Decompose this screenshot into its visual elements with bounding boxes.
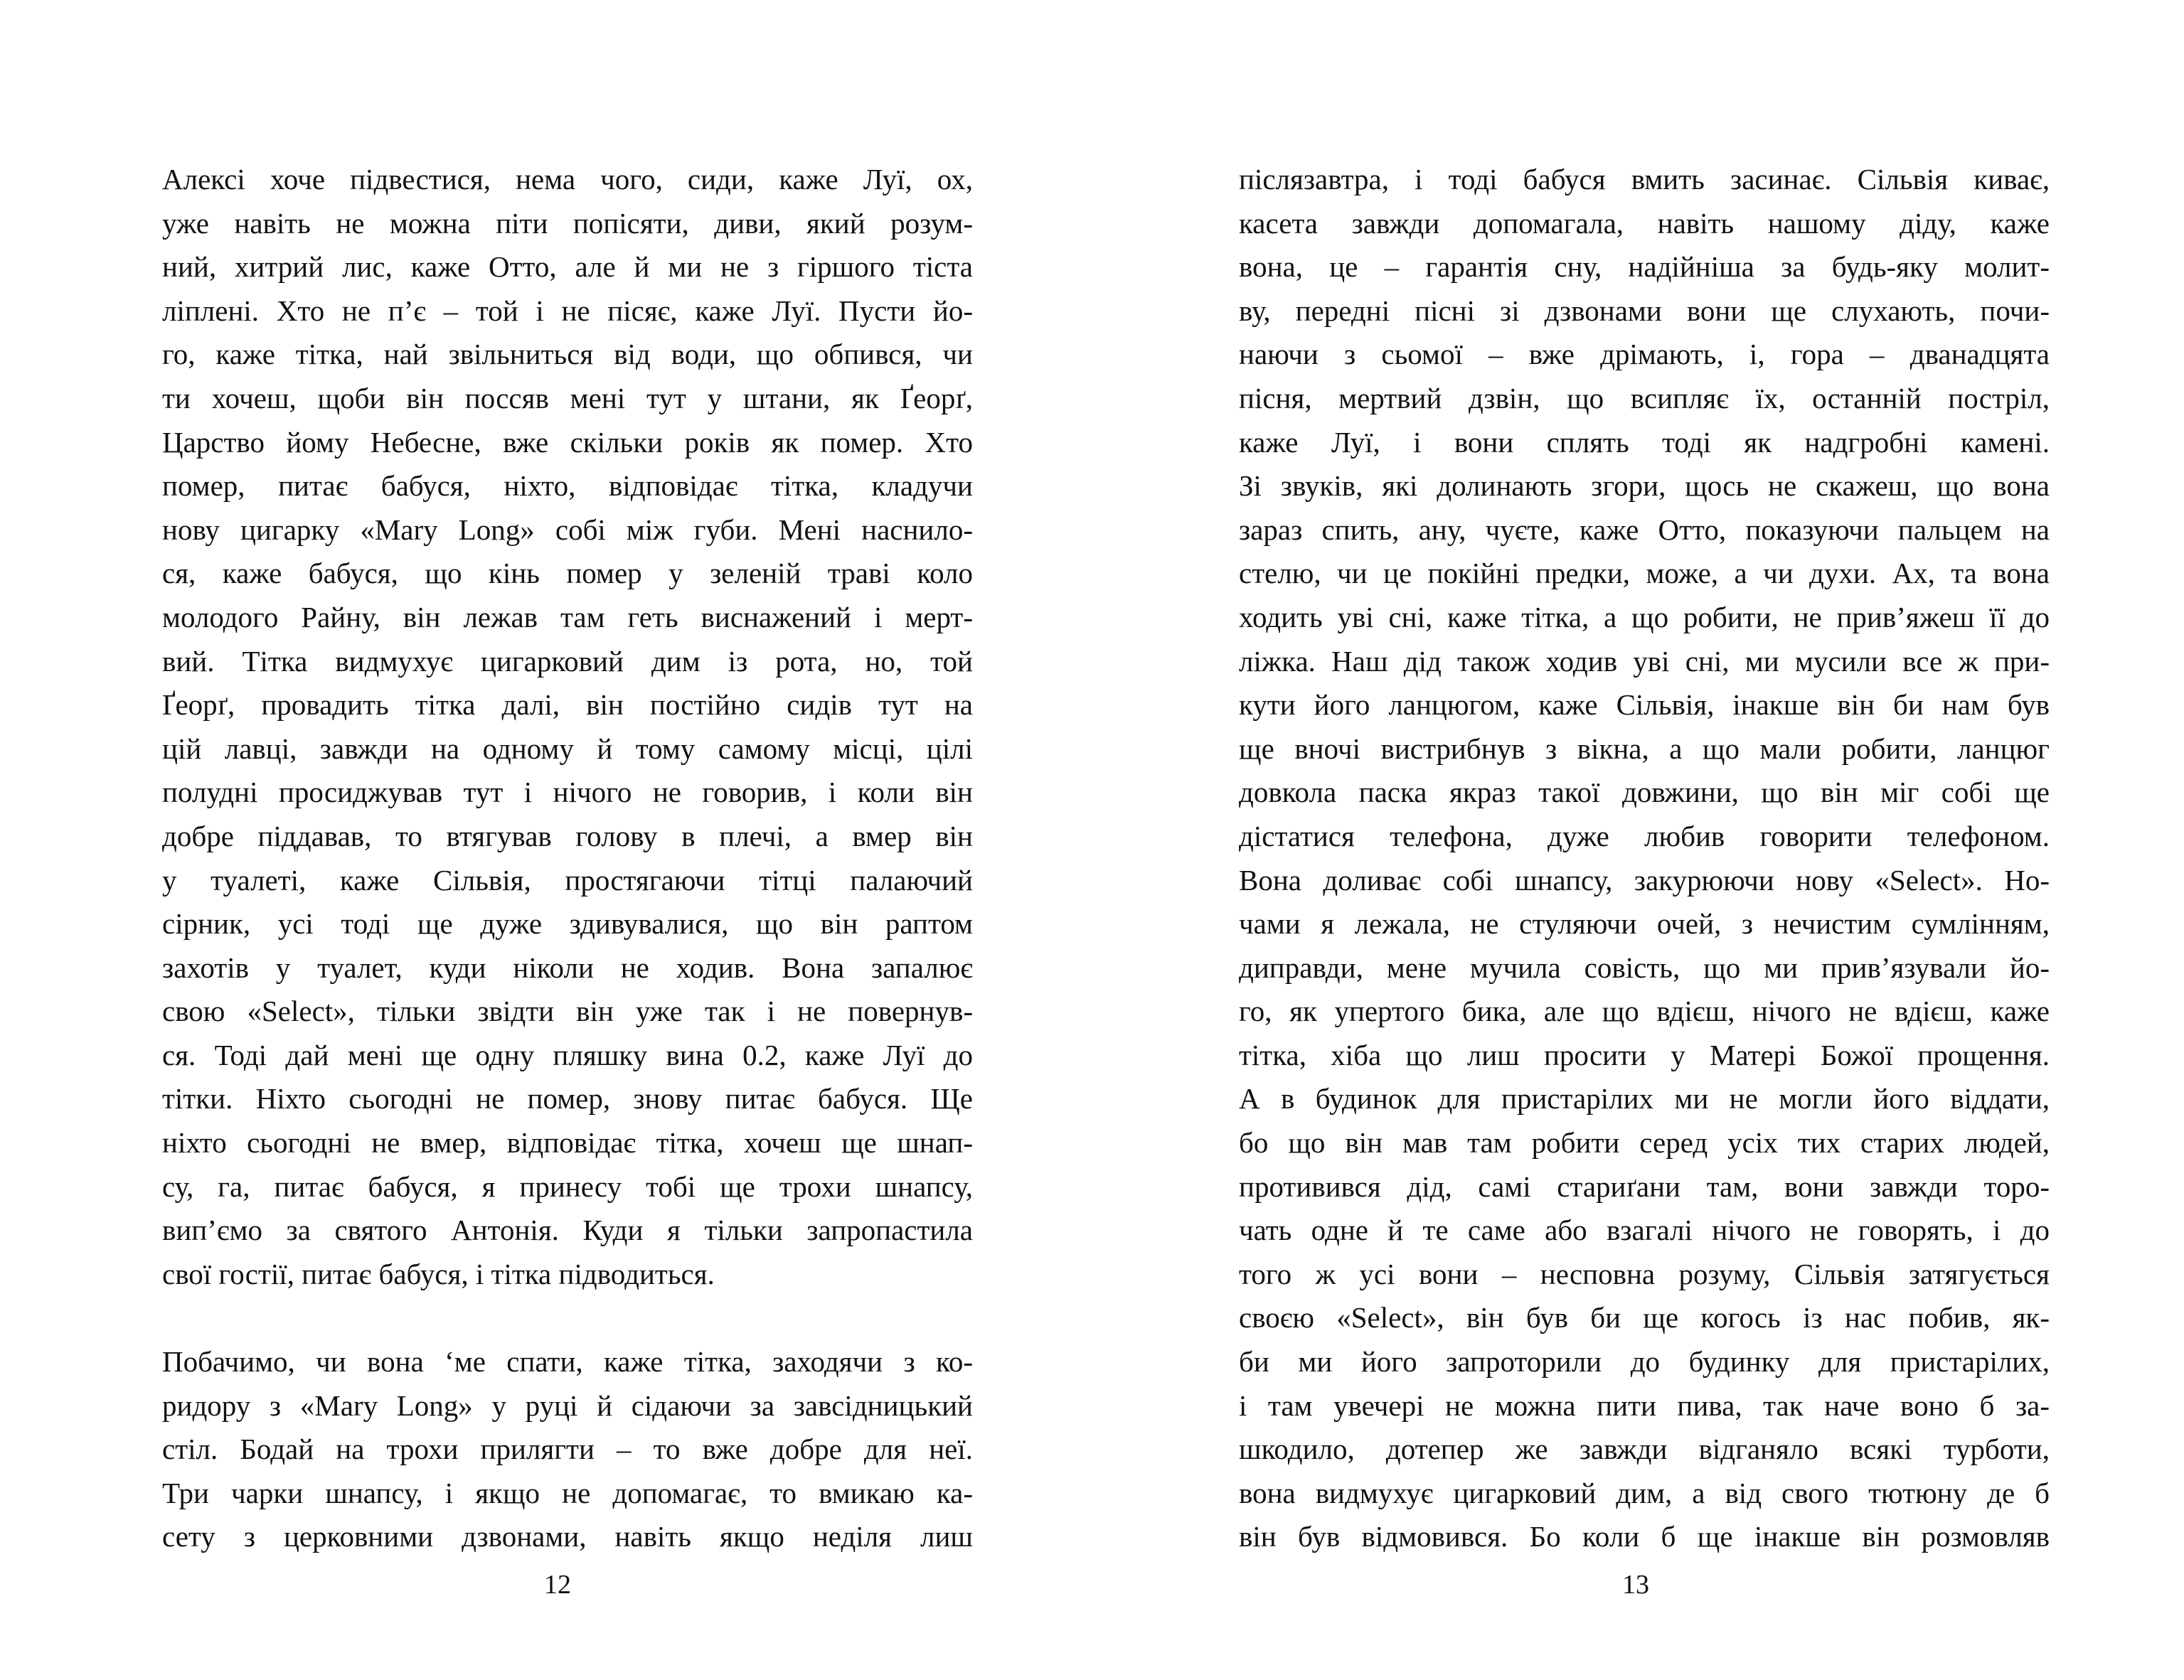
text-line: чами я лежала, не стуляючи очей, з нечистим сумлінням, xyxy=(1239,907,2050,941)
text-line: диправди, мене мучила совість, що ми прив’язували йо- xyxy=(1239,951,2050,984)
text-line: Побачимо, чи вона ‘ме спати, каже тітка, заходячи з ко- xyxy=(162,1345,973,1379)
text-line: сірник, усі тоді ще дуже здивувалися, що він раптом xyxy=(162,907,973,941)
text-line: би ми його запроторили до будинку для пристарілих, xyxy=(1239,1345,2050,1379)
text-line: уже навіть не можна піти попісяти, диви, який розум- xyxy=(162,206,973,240)
text-line: свою «Select», тільки звідти він уже так і не повернув- xyxy=(162,995,973,1028)
right-page xyxy=(1092,0,2184,1680)
text-line: тітки. Ніхто сьогодні не помер, знову питає бабуся. Ще xyxy=(162,1082,973,1115)
page-number-right: 13 xyxy=(1622,1570,1649,1600)
text-line: противився дід, самі стариґани там, вони завжди торо- xyxy=(1239,1170,2050,1203)
text-line: го, як упертого бика, але що вдієш, нічого не вдієш, каже xyxy=(1239,995,2050,1028)
text-line: ся. Тоді дай мені ще одну пляшку вина 0.2, каже Луї до xyxy=(162,1038,973,1071)
text-line: цій лавці, завжди на одному й тому самому місці, цілі xyxy=(162,732,973,765)
text-line: помер, питає бабуся, ніхто, відповідає тітка, кладучи xyxy=(162,469,973,503)
text-line: наючи з сьомої – вже дрімають, і, гора – дванадцята xyxy=(1239,338,2050,371)
text-line: ти хочеш, щоби він поссяв мені тут у штани, як Ґеорґ, xyxy=(162,381,973,414)
text-line: ліплені. Хто не п’є – той і не пісяє, каже Луї. Пусти йо- xyxy=(162,294,973,327)
paragraph-gap xyxy=(162,1296,973,1340)
text-line: полудні просиджував тут і нічого не говорив, і коли він xyxy=(162,776,973,809)
text-line: Царство йому Небесне, вже скільки років як помер. Хто xyxy=(162,425,973,459)
text-line: пісня, мертвий дзвін, що всипляє їх, останній постріл, xyxy=(1239,381,2050,414)
text-line: вона, це – гарантія сну, надійніша за будь-яку молит- xyxy=(1239,250,2050,284)
text-line: го, каже тітка, най звільниться від води, що обпився, чи xyxy=(162,338,973,371)
right-page-text xyxy=(1239,158,2050,1559)
text-line: Алексі хоче підвестися, нема чого, сиди, каже Луї, ох, xyxy=(162,163,973,196)
text-line: су, га, питає бабуся, я принесу тобі ще трохи шнапсу, xyxy=(162,1170,973,1203)
text-line: А в будинок для пристарілих ми не могли його віддати, xyxy=(1239,1082,2050,1115)
text-line: вип’ємо за святого Антонія. Куди я тільки запропастила xyxy=(162,1214,973,1247)
text-line: ся, каже бабуся, що кінь помер у зеленій траві коло xyxy=(162,557,973,590)
text-line: касета завжди допомагала, навіть нашому діду, каже xyxy=(1239,206,2050,240)
page-number-left: 12 xyxy=(544,1570,571,1600)
text-line: каже Луї, і вони сплять тоді як надгробні камені. xyxy=(1239,425,2050,459)
text-line: стелю, чи це покійні предки, може, а чи духи. Ах, та вона xyxy=(1239,557,2050,590)
text-line: Ґеорґ, провадить тітка далі, він постійно сидів тут на xyxy=(162,688,973,722)
text-line: зараз спить, ану, чуєте, каже Отто, показуючи пальцем на xyxy=(1239,513,2050,546)
text-line: ще вночі вистрибнув з вікна, а що мали робити, ланцюг xyxy=(1239,732,2050,765)
text-line: нову цигарку «Mary Long» собі між губи. Мені наснило- xyxy=(162,513,973,546)
text-line: довкола паска якраз такої довжини, що він міг собі ще xyxy=(1239,776,2050,809)
text-line: ний, хитрий лис, каже Отто, але й ми не з гіршого тіста xyxy=(162,250,973,284)
text-line: молодого Райну, він лежав там геть виснажений і мерт- xyxy=(162,600,973,633)
text-line: вий. Тітка видмухує цигарковий дим із рота, но, той xyxy=(162,644,973,678)
text-line: ніхто сьогодні не вмер, відповідає тітка, хочеш ще шнап- xyxy=(162,1126,973,1160)
text-line: Три чарки шнапсу, і якщо не допомагає, то вмикаю ка- xyxy=(162,1476,973,1509)
text-line: того ж усі вони – несповна розуму, Сільвія затягується xyxy=(1239,1257,2050,1290)
text-line: ходить уві сні, каже тітка, а що робити, не прив’яжеш її до xyxy=(1239,600,2050,633)
text-line: ву, передні пісні зі дзвонами вони ще слухають, почи- xyxy=(1239,294,2050,327)
text-line: чать одне й те саме або взагалі нічого не говорять, і до xyxy=(1239,1214,2050,1247)
text-line: кути його ланцюгом, каже Сільвія, інакше він би нам був xyxy=(1239,688,2050,722)
text-line: він був відмовився. Бо коли б ще інакше він розмовляв xyxy=(1239,1520,2050,1553)
text-line: Зі звуків, які долинають згори, щось не скажеш, що вона xyxy=(1239,469,2050,503)
left-page-text xyxy=(162,158,973,1559)
text-line: свої гостії, питає бабуся, і тітка підводиться. xyxy=(162,1257,715,1290)
text-line: добре піддавав, то втягував голову в плечі, а вмер він xyxy=(162,819,973,852)
text-line: бо що він мав там робити серед усіх тих старих людей, xyxy=(1239,1126,2050,1160)
text-line: стіл. Бодай на трохи прилягти – то вже добре для неї. xyxy=(162,1433,973,1466)
text-line: сету з церковними дзвонами, навіть якщо неділя лиш xyxy=(162,1520,973,1553)
text-line: ліжка. Наш дід також ходив уві сні, ми мусили все ж при- xyxy=(1239,644,2050,678)
text-line: ридору з «Mary Long» у руці й сідаючи за завсідницький xyxy=(162,1389,973,1422)
text-line: Вона доливає собі шнапсу, закурюючи нову «Select». Но- xyxy=(1239,863,2050,897)
text-line: дістатися телефона, дуже любив говорити телефоном. xyxy=(1239,819,2050,852)
text-line: і там увечері не можна пити пива, так наче воно б за- xyxy=(1239,1389,2050,1422)
text-line: шкодило, дотепер же завжди відганяло всякі турботи, xyxy=(1239,1433,2050,1466)
text-line: вона видмухує цигарковий дим, а від свого тютюну де б xyxy=(1239,1476,2050,1509)
text-line: своєю «Select», він був би ще когось із нас побив, як- xyxy=(1239,1301,2050,1334)
text-line: у туалеті, каже Сільвія, простягаючи тітці палаючий xyxy=(162,863,973,897)
text-line: тітка, хіба що лиш просити у Матері Божої прощення. xyxy=(1239,1038,2050,1071)
text-line: післязавтра, і тоді бабуся вмить засинає. Сільвія киває, xyxy=(1239,163,2050,196)
text-line: захотів у туалет, куди ніколи не ходив. Вона запалює xyxy=(162,951,973,984)
